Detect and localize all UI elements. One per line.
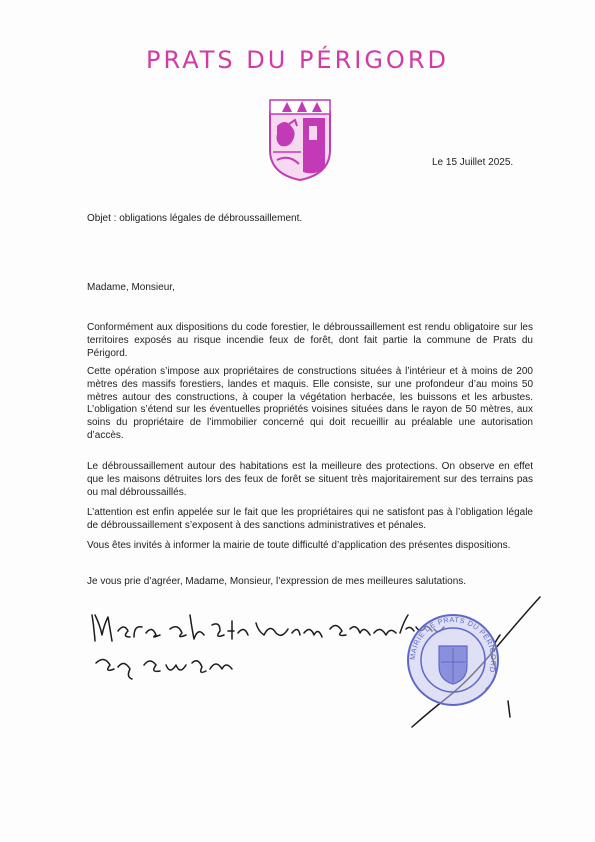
letter-date: Le 15 Juillet 2025. xyxy=(432,157,514,168)
body-paragraph-1: Conformément aux dispositions du code forestier, le débroussaillement est rendu obligatoire sur les territoires exposés au risque incendie feux de forêt, dont fait partie la commune de Prats du Périgord. xyxy=(87,322,533,359)
stamp-text: MAIRIE DE PRATS DU PÉRIGORD xyxy=(407,614,499,674)
body-paragraph-6: Je vous prie d’agréer, Madame, Monsieur, l’expression de mes meilleures salutations. xyxy=(87,576,467,587)
municipality-title: PRATS DU PÉRIGORD xyxy=(146,46,449,74)
body-paragraph-2: Cette opération s’impose aux propriétaires de constructions situées à l’intérieur et à moins de 200 mètres des massifs forestiers, landes et maquis. Elle consiste, sur une profondeur d’au moins 50 mètres autour des constructions, à couper la végétation herbacée, les buissons et les arbustes. L’obligation s’étend sur les éventuelles propriétés voisines situées dans le rayon de 50 mètres, aux soins du propriétaire de l’immobilier concerné qui doit recueillir au préalable une autorisation d’accès. xyxy=(87,366,533,441)
mairie-stamp xyxy=(405,612,501,708)
body-paragraph-3: Le débroussaillement autour des habitations est la meilleure des protections. On observe en effet que les maisons détruites lors des feux de forêt se situent très majoritairement sur des terrains pas ou mal débroussaillés. xyxy=(87,461,533,498)
handwritten-signature xyxy=(0,585,595,735)
letter-subject: Objet : obligations légales de débroussaillement. xyxy=(87,213,303,224)
letter-salutation: Madame, Monsieur, xyxy=(87,282,175,293)
body-paragraph-4: L’attention est enfin appelée sur le fait que les propriétaires qui ne satisfont pas à l’obligation légale de débroussaillement s’exposent à des sanctions administratives et pénales. xyxy=(87,507,533,531)
body-paragraph-5: Vous êtes invités à informer la mairie de toute difficulté d’application des présentes dispositions. xyxy=(87,540,511,551)
coat-of-arms-icon xyxy=(267,98,333,182)
